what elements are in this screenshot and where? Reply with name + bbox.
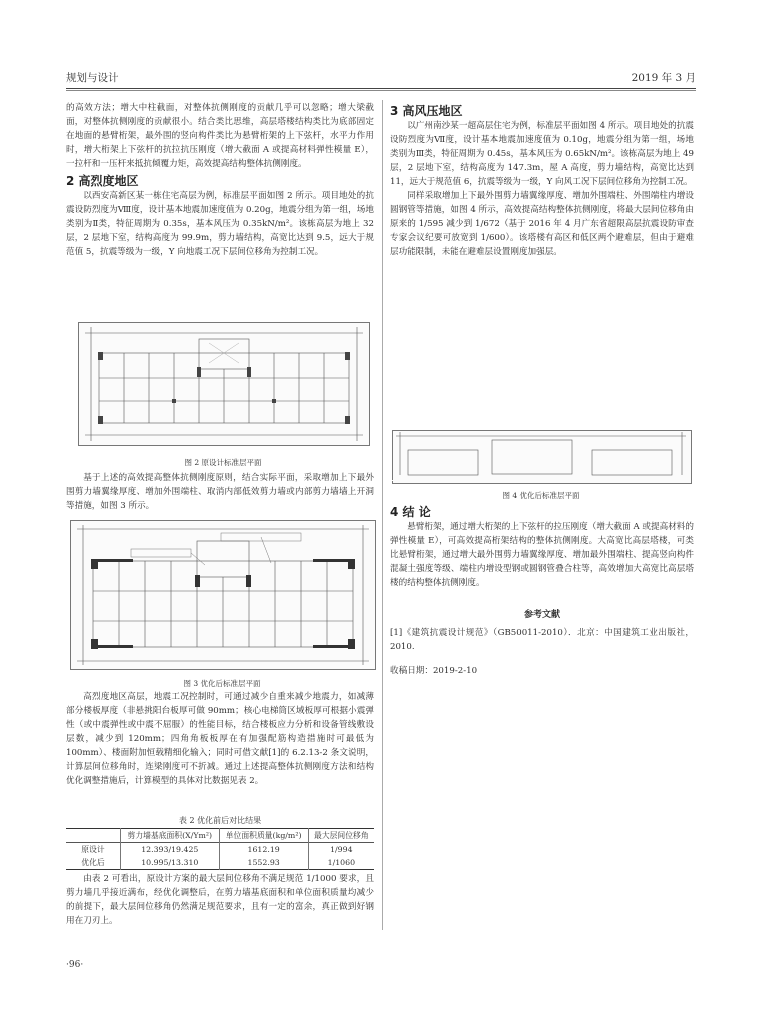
table-cell: 原设计 bbox=[66, 843, 121, 857]
left-column-end bbox=[66, 872, 374, 928]
table-2-title: 表 2 优化前后对比结果 bbox=[178, 816, 262, 825]
section-heading-2: 2 高烈度地区 bbox=[66, 174, 139, 188]
table-header: 剪力墙基底面积(X/Ym²) bbox=[121, 829, 220, 843]
paragraph: 以广州南沙某一超高层住宅为例，标准层平面如图 4 所示。项目地处的抗震设防烈度为Ⅶ度，设计基本地震加速度值为 0.10g，地震分组为第一组，场地类别为Ⅲ类，特征周期为 0.45s，基本风压为 0.65kN/m²。该栋高层为地上 49 层，2 层地下室，结构高度为 147.3m，屋 A 高度，剪力墙结构，高宽比达到 11，远大于规范值 6，抗震等级为一级，Y 向风工况下层间位移角为控制工况。 bbox=[390, 121, 694, 187]
figure-3-caption: 图 3 优化后标准层平面 bbox=[183, 679, 261, 688]
table-cell: 10.995/13.310 bbox=[121, 856, 220, 870]
paragraph: 基于上述的高效提高整体抗侧刚度原则，结合实际平面，采取增加上下最外围剪力墙翼缘厚度、增加外围端柱、取消内部低效剪力墙或内部剪力墙墙上开洞等措施，如图 3 所示。 bbox=[66, 473, 374, 511]
table-cell: 优化后 bbox=[66, 856, 121, 870]
right-column-top bbox=[390, 103, 694, 259]
table-cell: 1/1060 bbox=[327, 858, 356, 867]
figure-4-spacer bbox=[392, 480, 690, 481]
header-rule-thin bbox=[66, 90, 696, 91]
section-heading-3: 3 高风压地区 bbox=[390, 104, 463, 118]
paragraph: 同样采取增加上下最外围剪力墙翼缘厚度、增加外围端柱、外围端柱内增设圆钢管等措施，如图 4 所示，高效提高结构整体抗侧刚度，将最大层间位移角由原来的 1/595 减少到 1/672（基于 2016 年 4 月广东省超限高层抗震设防审查专家会议纪要可放宽到 1/600）。该塔楼有高区和低区两个避难层，但由于避难层功能限制，未能在避难层设置刚度加强层。 bbox=[390, 191, 694, 257]
journal-section: 规划与设计 bbox=[66, 72, 119, 84]
left-column-bottom bbox=[66, 690, 374, 788]
running-header bbox=[66, 70, 696, 86]
received-date: 收稿日期：2019-2-10 bbox=[390, 666, 478, 676]
figure-2-floor-plan bbox=[78, 322, 370, 446]
high-wind-floor-plan-drawing bbox=[392, 430, 690, 477]
section-heading-4: 4 结 论 bbox=[390, 505, 431, 519]
references-title: 参考文献 bbox=[523, 610, 560, 620]
table-header-row bbox=[66, 829, 374, 843]
table-header bbox=[66, 829, 121, 843]
figure-2-caption: 图 2 原设计标准层平面 bbox=[184, 458, 262, 467]
page-number: ·96· bbox=[66, 960, 84, 970]
table-cell: 1/994 bbox=[330, 845, 353, 854]
table-header: 最大层间位移角 bbox=[314, 831, 369, 840]
paragraph: 高烈度地区高层，地震工况控制时，可通过减少自重来减少地震力，如减薄部分楼板厚度（非悬挑阳台板厚可做 90mm；核心电梯筒区域板厚可根据小震弹性（或中震弹性或中震不屈服）的性能目标，结合楼板应力分析和设备管线敷设层数，减少到 120mm；四角角板板厚在有加强配筋构造措施时可最低为 100mm）、楼面附加恒载精细化输入；同时可借文献[1]的 6.2.13-2 条文说明，计算层间位移角时，连梁刚度可不折减。通过上述提高整体抗侧刚度方法和结构优化调整措施后，计算模型的具体对比数据见表 2。 bbox=[66, 692, 374, 786]
header-rule bbox=[66, 88, 696, 89]
paragraph: 的高效方法；增大中柱截面，对整体抗侧刚度的贡献几乎可以忽略；增大梁截面，对整体抗侧刚度的贡献很小。结合类比思维，高层塔楼结构类比为底部固定在地面的悬臂桁架，最外围的竖向构件类比为悬臂桁架的上下弦杆，水平力作用时，增大桁架上下弦杆的抗拉抗压刚度（增大截面 A 或提高材料弹性模量 E），一拉杆和一压杆来抵抗倾覆力矩，高效提高结构整体抗侧刚度。 bbox=[66, 103, 374, 169]
left-column-top bbox=[66, 101, 374, 259]
issue-date: 2019 年 3 月 bbox=[631, 72, 696, 84]
right-column-conclusion bbox=[390, 504, 694, 590]
references-section bbox=[390, 608, 694, 678]
optimized-floor-plan-drawing bbox=[71, 521, 375, 669]
comparison-table bbox=[66, 828, 374, 870]
table-row bbox=[66, 856, 374, 870]
paragraph: 由表 2 可看出，原设计方案的最大层间位移角不满足规范 1/1000 要求，且剪力墙几乎接近满布，经优化调整后，在剪力墙基底面积和单位面积质量均减少的前提下，最大层间位移角仍然满足规范要求，且有一定的富余，真正做到好钢用在刀刃上。 bbox=[66, 874, 374, 926]
left-column-mid bbox=[66, 471, 374, 513]
table-cell: 1612.19 bbox=[219, 843, 308, 857]
paragraph: 以西安高新区某一栋住宅高层为例，标准层平面如图 2 所示。项目地处的抗震设防烈度为Ⅷ度，设计基本地震加速度值为 0.20g，地震分组为第一组，场地类别为Ⅱ类，特征周期为 0.35s，基本风压为 0.35kN/m²。该栋高层为地上 32 层，2 层地下室，结构高度为 99.9m，剪力墙结构，高宽比达到 9.5，远大于规范值 5，抗震等级为一级，Y 向地震工况下层间位移角为控制工况。 bbox=[66, 191, 374, 257]
table-row bbox=[66, 843, 374, 857]
floor-plan-drawing bbox=[79, 323, 369, 445]
figure-4-floor-plan bbox=[392, 430, 690, 477]
paragraph: 悬臂桁架，通过增大桁架的上下弦杆的拉压刚度（增大截面 A 或提高材料的弹性模量 E），可高效提高桁架结构的整体抗侧刚度。大高宽比高层塔楼，可类比悬臂桁架，通过增大最外围剪力墙翼缘厚度、增加最外围端柱、提高竖向构件混凝土强度等级、端柱内增设型钢或圆钢管叠合柱等，高效增加大高宽比高层塔楼的结构整体抗侧刚度。 bbox=[390, 522, 694, 588]
column-divider bbox=[382, 100, 383, 930]
figure-4-caption: 图 4 优化后标准层平面 bbox=[502, 491, 580, 500]
reference-entry: [1]《建筑抗震设计规范》（GB50011-2010）．北京：中国建筑工业出版社，2010. bbox=[390, 628, 694, 652]
table-header: 单位面积质量(kg/m²) bbox=[219, 829, 308, 843]
table-cell: 1552.93 bbox=[219, 856, 308, 870]
figure-3-floor-plan bbox=[70, 520, 376, 670]
table-cell: 12.393/19.425 bbox=[121, 843, 220, 857]
